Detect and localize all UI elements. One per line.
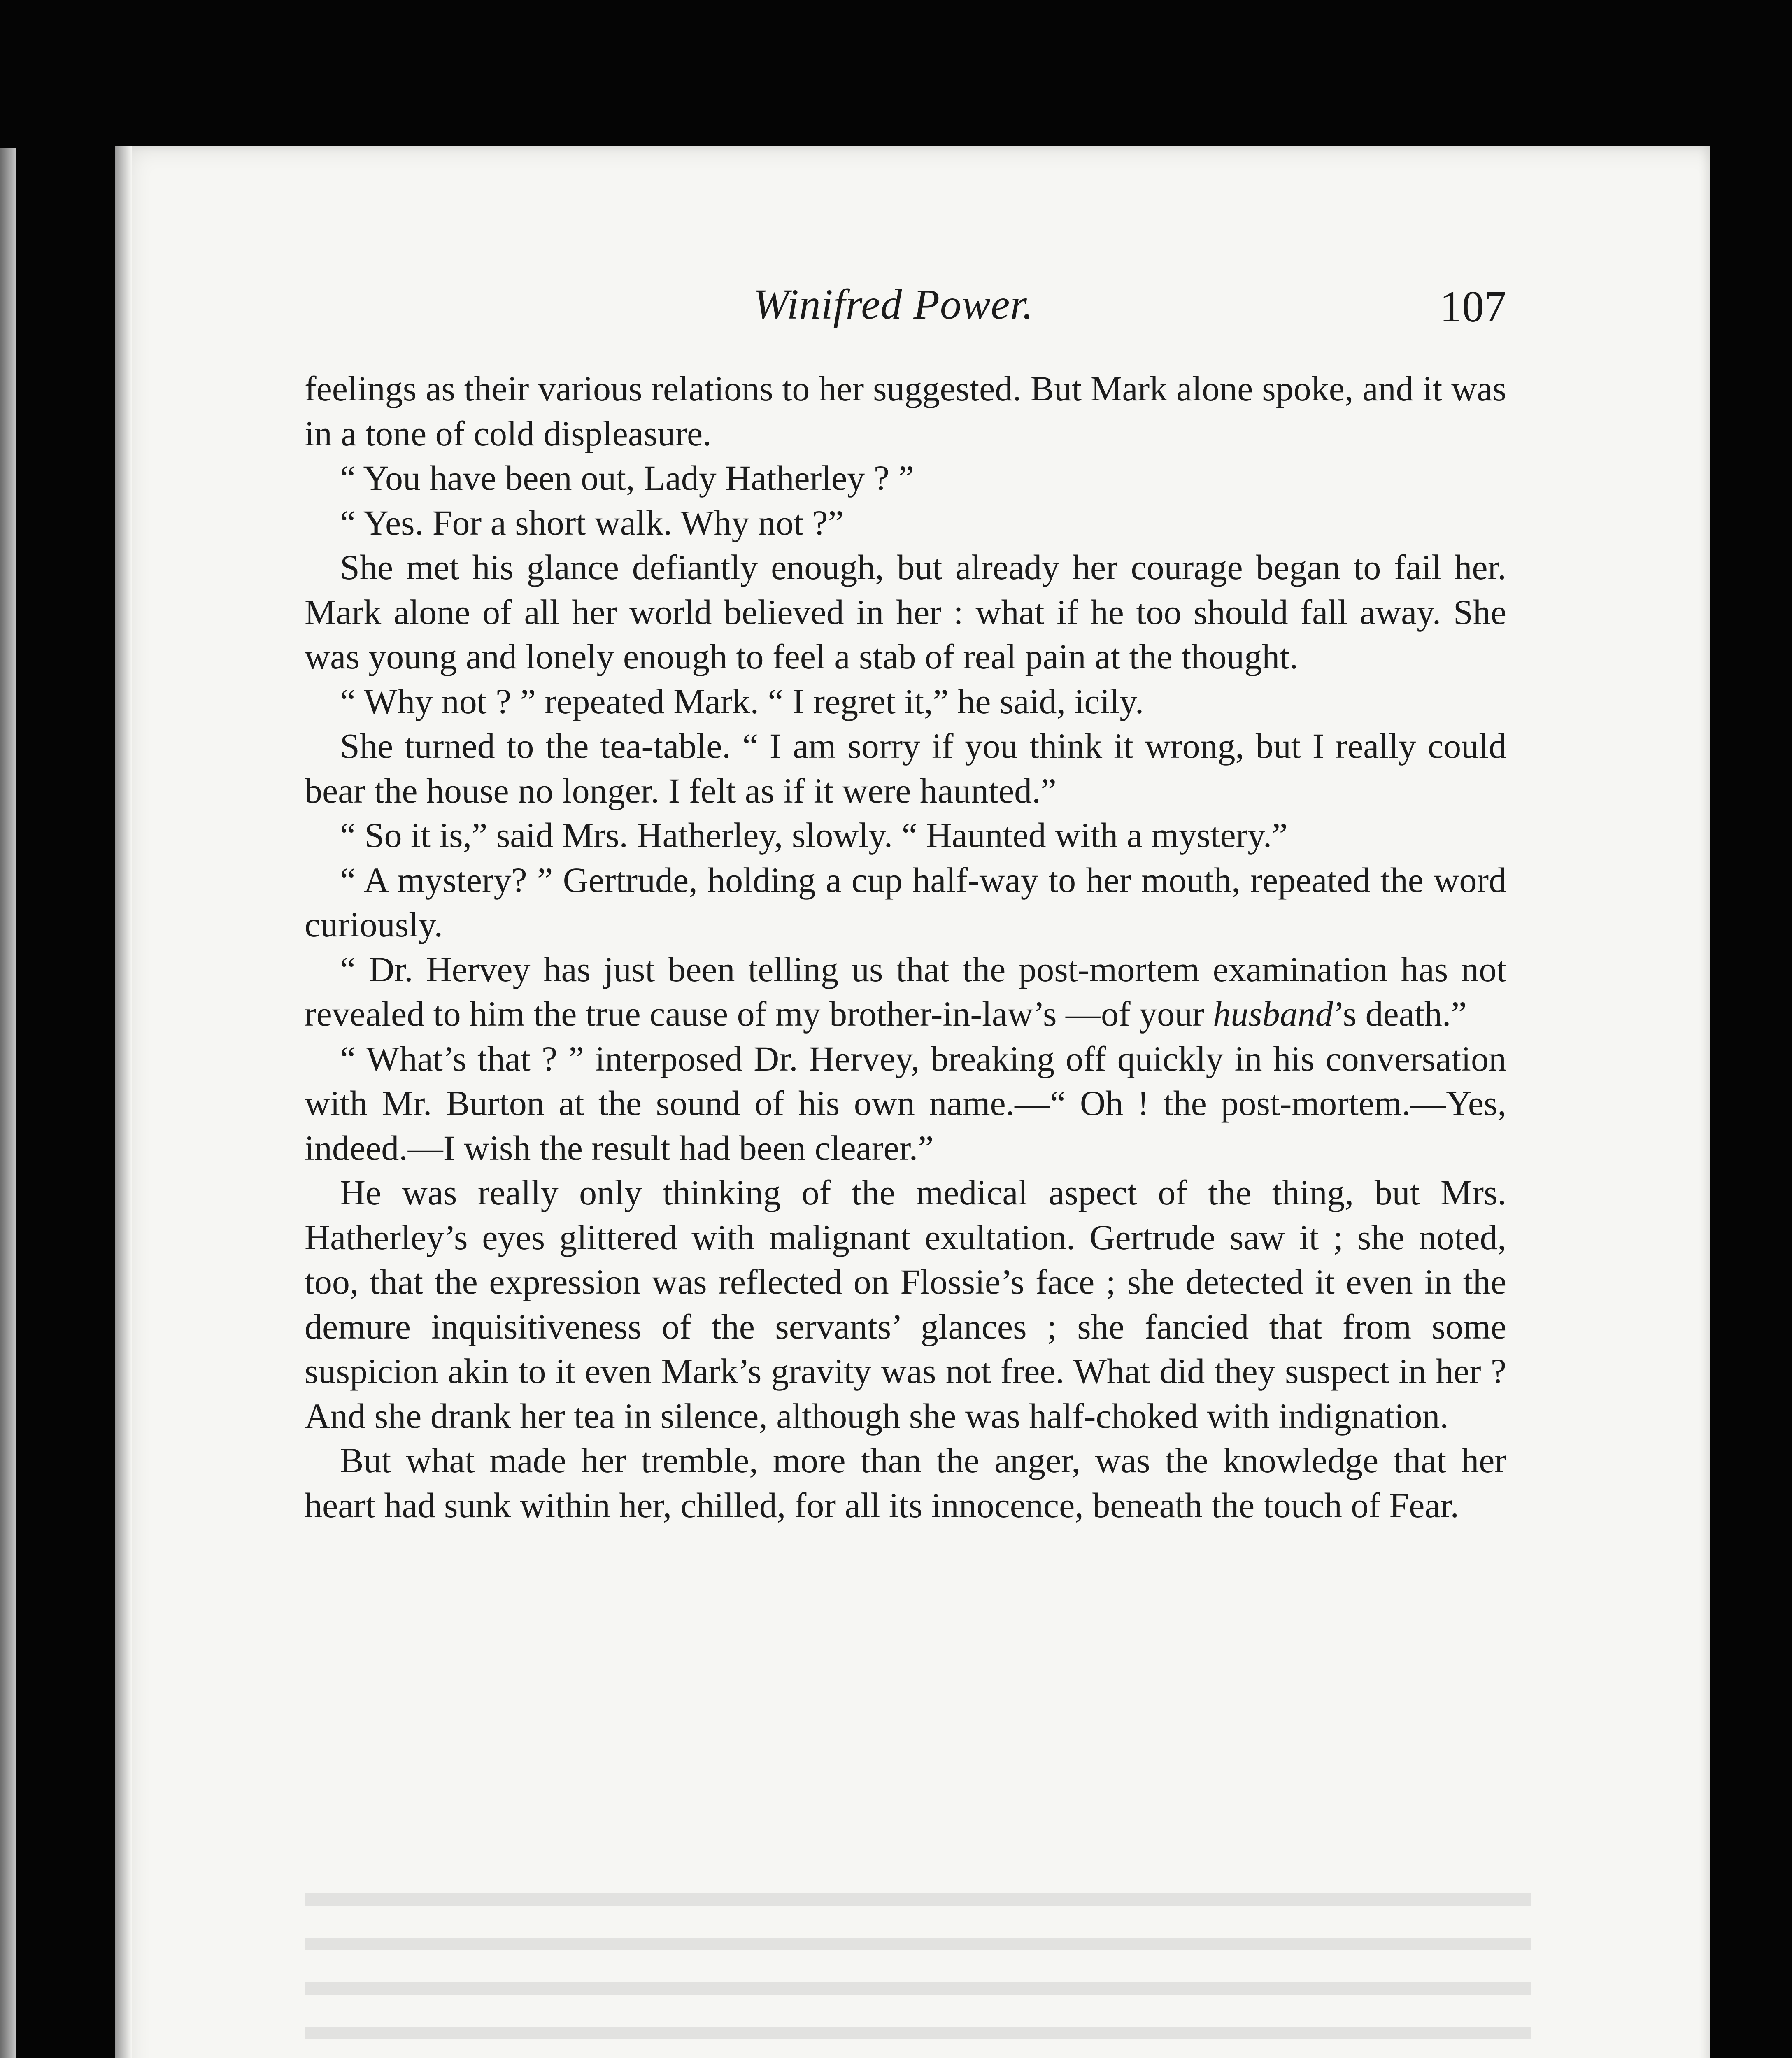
paragraph: “ You have been out, Lady Hatherley ? ”: [340, 458, 914, 498]
paragraph: “ Yes. For a short walk. Why not ?”: [340, 503, 844, 542]
paragraph-text: “ Dr. Hervey has just been telling us that the post-mortem examination has not revealed to him the true cause of my brother-in-law’s —of your: [305, 949, 1506, 1034]
paragraph: But what made her tremble, more than the anger, was the knowledge that her heart had sunk within her, chilled, for all its innocence, beneath the touch of Fear.: [305, 1441, 1506, 1525]
paragraph: “ A mystery? ” Gertrude, holding a cup half-way to her mouth, repeated the word curiously.: [305, 860, 1506, 944]
paragraph: “ So it is,” said Mrs. Hatherley, slowly. “ Haunted with a mystery.”: [340, 815, 1288, 855]
paragraph: She turned to the tea-table. “ I am sorry if you think it wrong, but I really could bear the house no longer. I felt as if it were haunted.”: [305, 726, 1506, 810]
paragraph-text: ’s death.”: [1333, 994, 1467, 1034]
paragraph: “ Why not ? ” repeated Mark. “ I regret it,” he said, icily.: [340, 681, 1144, 721]
paragraph: [305, 947, 1506, 1036]
body-text: [305, 366, 1506, 1527]
page-header: [305, 272, 1506, 354]
page-number: 107: [1440, 282, 1506, 331]
scan-edge: [0, 148, 16, 2058]
paragraph: He was really only thinking of the medical aspect of the thing, but Mrs. Hatherley’s eyes glittered with malignant exultation. Gertrude saw it ; she noted, too, that the expression was reflected on Flossie’s face ; she detected it even in the demure inquisitiveness of the servants’ glances ; she fancied that from some suspicion akin to it even Mark’s gravity was not free. What did they suspect in her ? And she drank her tea in silence, although she was half-choked with indignation.: [305, 1173, 1506, 1436]
paragraph: “ What’s that ? ” interposed Dr. Hervey, breaking off quickly in his conversation with Mr. Burton at the sound of his own name.—“ Oh ! the post-mortem.—Yes, indeed.—I wish the result had been clearer.”: [305, 1038, 1506, 1168]
running-title: Winifred Power.: [753, 281, 1034, 328]
show-through-text: [305, 1893, 1531, 2058]
page-gutter-shadow: [115, 146, 132, 2058]
italic-word: husband: [1213, 994, 1333, 1034]
paragraph: feelings as their various relations to her suggested. But Mark alone spoke, and it was in a tone of cold displeasure.: [305, 369, 1506, 453]
paragraph: She met his glance defiantly enough, but already her courage began to fail her. Mark alone of all her world believed in her : what if he too should fall away. She was young and lonely enough to feel a stab of real pain at the thought.: [305, 547, 1506, 676]
